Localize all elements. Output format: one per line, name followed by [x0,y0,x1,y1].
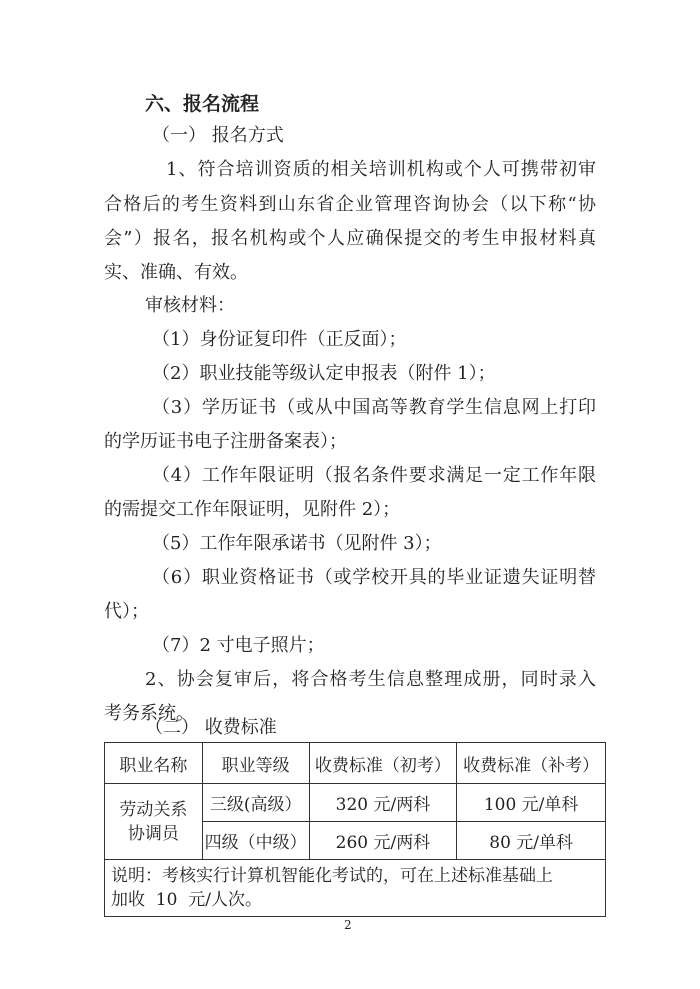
list-item: （5）工作年限承诺书（见附件 3）； [152,533,442,554]
list-item: （4）工作年限证明（报名条件要求满足一定工作年限 [152,465,596,486]
list-item: 代）； [104,601,149,622]
table-header-cell: 职业等级 [202,743,309,784]
initial-fee-cell: 320 元/两科 [309,784,457,822]
list-item: 的学历证书电子注册备案表）； [104,431,347,452]
initial-fee-cell: 260 元/两科 [309,822,457,860]
table-note-row [105,860,606,917]
retake-fee-cell: 100 元/单科 [457,784,606,822]
list-item: （1）身份证复印件（正反面）； [152,329,407,350]
table-row [105,784,606,822]
page-number: 2 [344,918,352,932]
retake-fee-cell: 80 元/单科 [457,822,606,860]
list-item: 的需提交工作年限证明，见附件 2）； [104,499,401,520]
level-cell: 四级（中级） [202,822,309,860]
paragraph-line: 考务系统。 [104,703,194,724]
occupation-name-line: 协调员 [127,823,179,844]
paragraph-line: 合格后的考生资料到山东省企业管理咨询协会（以下称“协 [104,194,596,215]
level-cell: 三级(高级） [202,784,309,822]
list-item: （6）职业资格证书（或学校开具的毕业证遗失证明替 [152,567,596,588]
list-item: （7）2 寸电子照片； [152,635,325,656]
list-item: （3）学历证书（或从中国高等教育学生信息网上打印 [152,397,596,418]
table-header-row [105,743,606,784]
subsection-registration-method: （一） 报名方式 [152,125,284,146]
note-line: 加收 10 元/人次。 [111,890,262,910]
section-title: 六、报名流程 [145,93,260,115]
paragraph-line: 实、准确、有效。 [104,262,248,283]
table-header-cell: 职业名称 [105,743,203,784]
paragraph-line: 1、符合培训资质的相关培训机构或个人可携带初审 [166,159,596,180]
occupation-name-line: 劳动关系 [119,799,188,820]
paragraph-line: 2、协会复审后，将合格考生信息整理成册，同时录入 [145,669,596,690]
table-header-cell: 收费标准（补考） [457,743,606,784]
subsection-fee-standard: （二） 收费标准 [145,717,277,738]
materials-label: 审核材料： [145,295,235,316]
fee-table [104,742,606,917]
table-header-cell: 收费标准（初考） [309,743,457,784]
paragraph-line: 会”）报名，报名机构或个人应确保提交的考生申报材料真 [104,228,596,249]
list-item: （2）职业技能等级认定申报表（附件 1）； [152,363,496,384]
occupation-cell [105,784,203,860]
note-line: 说明：考核实行计算机智能化考试的，可在上述标准基础上 [111,866,553,886]
table-note [105,860,606,917]
